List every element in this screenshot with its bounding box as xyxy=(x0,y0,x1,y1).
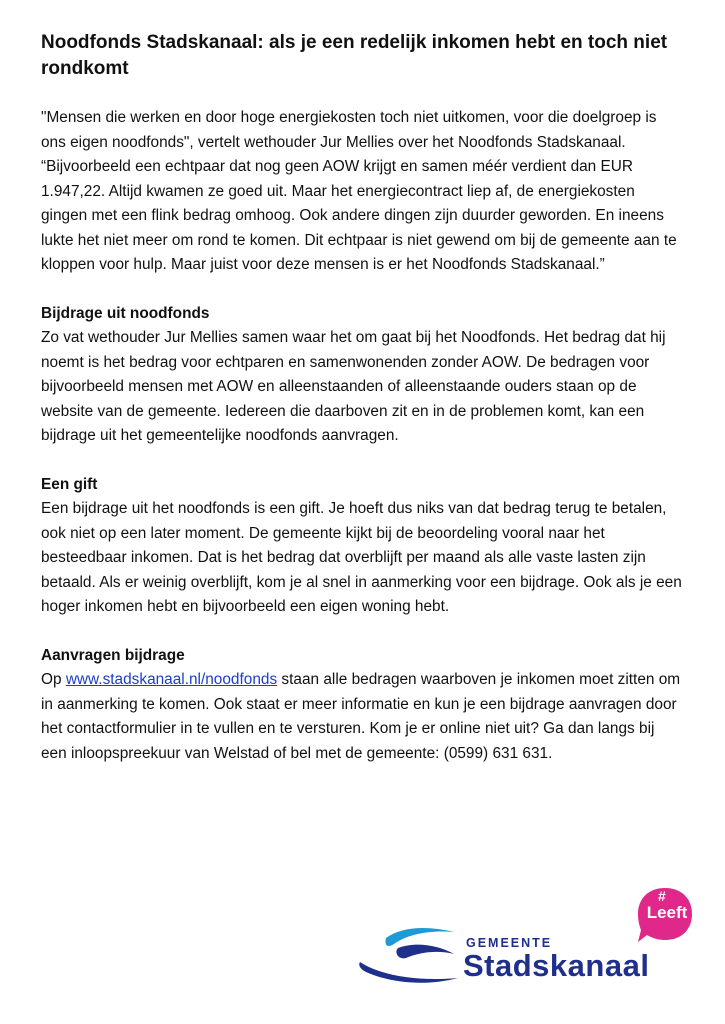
body-prefix: Op xyxy=(41,671,66,688)
section-heading: Bijdrage uit noodfonds xyxy=(41,304,210,322)
logo-gemeente-text: GEMEENTE xyxy=(466,936,553,950)
section-body xyxy=(41,668,683,766)
gemeente-stadskanaal-logo xyxy=(358,886,698,996)
section-heading: Een gift xyxy=(41,475,98,493)
body-suffix: staan alle bedragen waarboven je inkomen moet zitten om in aanmerking te komen. Ook staat er meer informatie en kun je een bijdrage aanvragen door het contactformulier in te vullen en te versturen. Kom je er online niet uit? Ga dan langs bij een inloopspreekuur van Welstad of bel met de gemeente: (0599) 631 631. xyxy=(41,671,681,762)
document-page xyxy=(41,30,683,766)
intro-paragraph: "Mensen die werken en door hoge energiekosten toch niet uitkomen, voor die doelgroep is ons eigen noodfonds", vertelt wethouder Jur Mellies over het Noodfonds Stadskanaal. “Bijvoorbeeld een echtpaar dat nog geen AOW krijgt en samen méér verdient dan EUR 1.947,22. Altijd kwamen ze goed uit. Maar het energiecontract liep af, de energiekosten gingen met een flink bedrag omhoog. Ook andere dingen zijn duurder geworden. En ineens lukte het niet meer om rond te komen. Dit echtpaar is niet gewend om bij de gemeente aan te kloppen voor hulp. Maar juist voor deze mensen is er het Noodfonds Stadskanaal.” xyxy=(41,109,677,273)
page-title: Noodfonds Stadskanaal: als je een redelijk inkomen hebt en toch niet rondkomt xyxy=(41,32,668,79)
section-bijdrage xyxy=(41,302,683,449)
leeft-hash: # xyxy=(658,888,666,904)
section-heading: Aanvragen bijdrage xyxy=(41,646,185,664)
section-gift xyxy=(41,473,683,620)
leeft-text: Leeft xyxy=(646,903,688,922)
noodfonds-link[interactable]: www.stadskanaal.nl/noodfonds xyxy=(65,671,278,688)
section-body: Een bijdrage uit het noodfonds is een gift. Je hoeft dus niks van dat bedrag terug te betalen, ook niet op een later moment. De gemeente kijkt bij de beoordeling vooral naar het besteedbaar inkomen. Dat is het bedrag dat overblijft per maand als alle vaste lasten zijn betaald. Als er weinig overblijft, kom je al snel in aanmerking voor een bijdrage. Ook als je een hoger inkomen hebt en bijvoorbeeld een eigen woning hebt. xyxy=(41,500,682,615)
logo-wave-icon xyxy=(358,886,468,996)
logo-stadskanaal-text: Stadskanaal xyxy=(463,948,650,983)
section-body: Zo vat wethouder Jur Mellies samen waar het om gaat bij het Noodfonds. Het bedrag dat hij noemt is het bedrag voor echtparen en samenwonenden zonder AOW. De bedragen voor bijvoorbeeld mensen met AOW en alleenstaanden of alleenstaande ouders staan op de website van de gemeente. Iedereen die daarboven zit en in de problemen komt, kan een bijdrage uit het gemeentelijke noodfonds aanvragen. xyxy=(41,329,666,444)
section-aanvragen xyxy=(41,644,683,767)
